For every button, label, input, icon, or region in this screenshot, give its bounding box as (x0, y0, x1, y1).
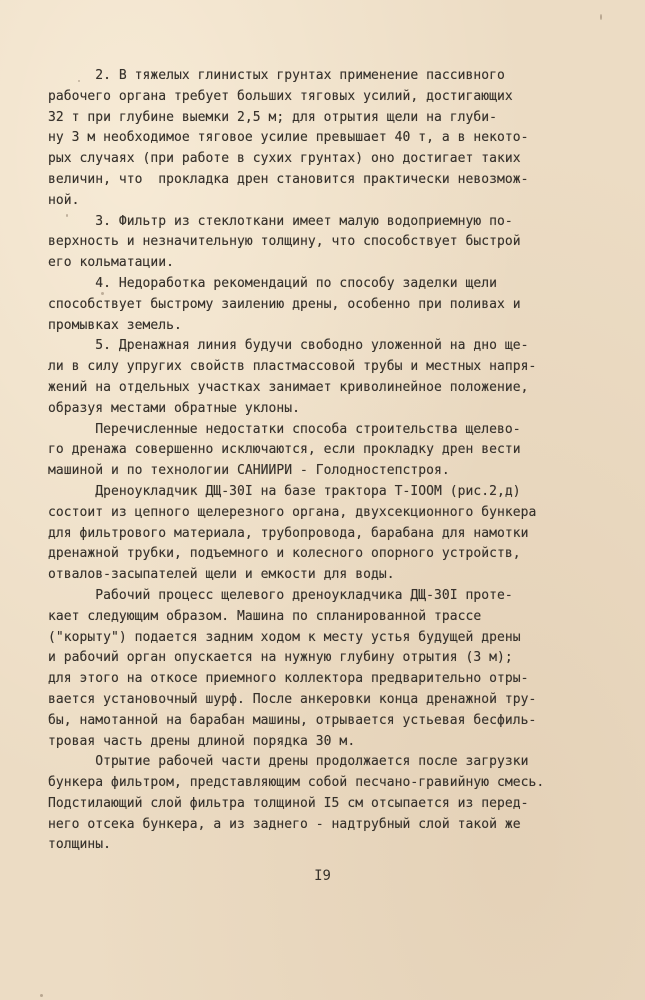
text-line: промывках земель. (48, 317, 182, 333)
paper-speck (101, 292, 104, 295)
text-line: способствует быстрому заилению дрены, особенно при поливах и (48, 296, 521, 312)
text-line: Рабочий процесс щелевого дреноукладчика ДЩ-30I проте- (48, 587, 513, 603)
text-line: бы, намотанной на барабан машины, отрывается устьевая бесфиль- (48, 712, 537, 728)
text-line: ной. (48, 192, 80, 208)
text-line: 5. Дренажная линия будучи свободно уложенной на дно ще- (48, 338, 529, 354)
text-line: Дреноукладчик ДЩ-30I на базе трактора Т-IООМ (рис.2,д) (48, 483, 521, 499)
text-line: ("корыту") подается задним ходом к месту устья будущей дрены (48, 629, 521, 645)
text-line: вается установочный шурф. После анкеровки конца дренажной тру- (48, 691, 537, 707)
text-line: величин, что прокладка дрен становится практически невозмож- (48, 171, 529, 187)
paper-speck (66, 214, 68, 217)
text-line: для этого на откосе приемного коллектора предварительно отры- (48, 671, 529, 687)
text-line: и рабочий орган опускается на нужную глубину отрытия (3 м); (48, 650, 513, 666)
text-line: го дренажа совершенно исключаются, если прокладку дрен вести (48, 442, 521, 458)
text-line: 2. В тяжелых глинистых грунтах применение пассивного (48, 68, 505, 83)
text-line: образуя местами обратные уклоны. (48, 400, 301, 416)
text-line: 3. Фильтр из стеклоткани имеет малую водоприемную по- (48, 213, 513, 229)
text-line: бункера фильтром, представляющим собой песчано-гравийную смесь. (48, 775, 545, 791)
text-line: Перечисленные недостатки способа строительства щелево- (48, 421, 521, 437)
paper-speck (78, 80, 80, 82)
paper-speck (40, 994, 43, 997)
text-line: верхность и незначительную толщину, что способствует быстрой (48, 234, 521, 250)
text-line: Отрытие рабочей части дрены продолжается после загрузки (48, 754, 529, 770)
page-number: I9 (314, 868, 331, 884)
text-line: толщины. (48, 837, 112, 853)
text-line: машиной и по технологии САНИИРИ - Голодностепстроя. (48, 463, 450, 479)
text-line: кает следующим образом. Машина по спланированной трассе (48, 608, 482, 624)
text-line: жений на отдельных участках занимает криволинейное положение, (48, 379, 529, 395)
text-line: ну 3 м необходимое тяговое усилие превышает 40 т, а в некото- (48, 130, 529, 146)
text-line: тровая часть дрены длиной порядка 30 м. (48, 733, 356, 749)
paper-speck (600, 14, 602, 20)
text-line: 4. Недоработка рекомендаций по способу заделки щели (48, 275, 497, 291)
text-line: для фильтрового материала, трубопровода, барабана для намотки (48, 525, 529, 541)
typewritten-text (48, 66, 618, 856)
text-line: ли в силу упругих свойств пластмассовой трубы и местных напря- (48, 359, 537, 375)
text-line: отвалов-засыпателей щели и емкости для воды. (48, 567, 395, 583)
text-line: рых случаях (при работе в сухих грунтах) оно достигает таких (48, 151, 521, 167)
text-line: рабочего органа требует больших тяговых усилий, достигающих (48, 88, 513, 104)
text-line: состоит из цепного щелерезного органа, двухсекционного бункера (48, 504, 537, 520)
text-line: его кольматации. (48, 255, 175, 271)
text-line: 32 т при глубине выемки 2,5 м; для отрытия щели на глуби- (48, 109, 497, 125)
text-line: дренажной трубки, подъемного и колесного опорного устройств, (48, 546, 521, 562)
text-line: Подстилающий слой фильтра толщиной I5 см отсыпается из перед- (48, 795, 529, 811)
text-line: него отсека бункера, а из заднего - надтрубный слой такой же (48, 816, 521, 832)
